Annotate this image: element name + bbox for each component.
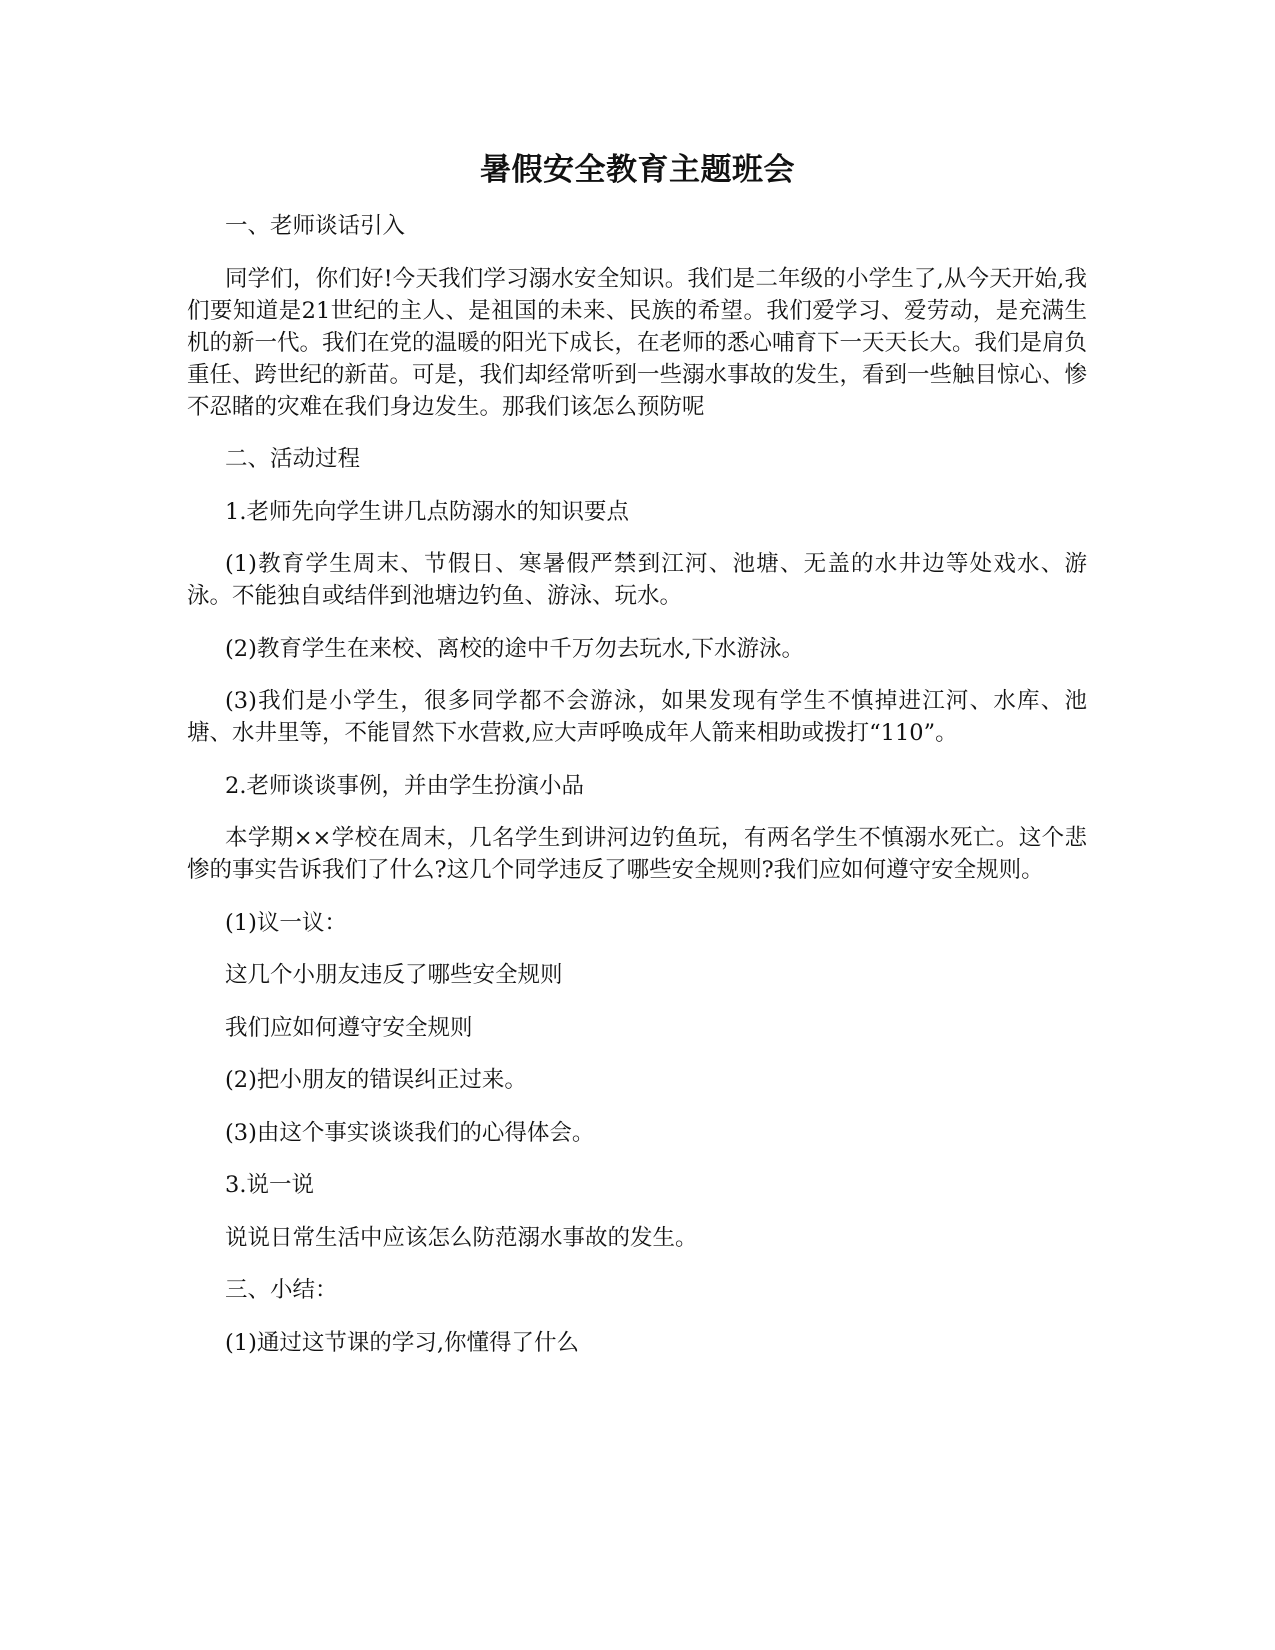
paragraph-say-prompt: 说说日常生活中应该怎么防范溺水事故的发生。 <box>225 1224 698 1251</box>
list-item-correct: (2)把小朋友的错误纠正过来。 <box>225 1067 527 1093</box>
subheading-knowledge-points: 1.老师先向学生讲几点防溺水的知识要点 <box>225 498 629 525</box>
list-item-rule-1: (1)教育学生周末、节假日、寒暑假严禁到江河、池塘、无盖的水井边等处戏水、游泳。不能独自或结伴到池塘边钓鱼、游泳、玩水。 <box>187 551 1087 609</box>
section-heading-summary: 三、小结： <box>225 1277 338 1303</box>
paragraph-case-story: 本学期××学校在周末，几名学生到讲河边钓鱼玩，有两名学生不慎溺水死亡。这个悲惨的事实告诉我们了什么?这几个同学违反了哪些安全规则?我们应如何遵守安全规则。 <box>187 825 1087 883</box>
list-item-rule-3: (3)我们是小学生，很多同学都不会游泳，如果发现有学生不慎掉进江河、水库、池塘、水井里等，不能冒然下水营救,应大声呼唤成年人箭来相助或拨打“110”。 <box>187 688 1087 746</box>
list-item-rule-2: (2)教育学生在来校、离校的途中千万勿去玩水,下水游泳。 <box>225 635 805 662</box>
document-title: 暑假安全教育主题班会 <box>480 152 795 188</box>
subheading-case-study: 2.老师谈谈事例，并由学生扮演小品 <box>225 772 584 799</box>
list-item-reflect: (3)由这个事实谈谈我们的心得体会。 <box>225 1119 595 1146</box>
section-heading-activity: 二、活动过程 <box>225 446 361 472</box>
paragraph-question-1: 这几个小朋友违反了哪些安全规则 <box>225 962 563 988</box>
section-heading-intro: 一、老师谈话引入 <box>225 213 406 239</box>
paragraph-greeting: 同学们，你们好!今天我们学习溺水安全知识。我们是二年级的小学生了,从今天开始,我们要知道是21世纪的主人、是祖国的未来、民族的希望。我们爱学习、爱劳动，是充满生机的新一代。我们在党的温暖的阳光下成长，在老师的悉心哺育下一天天长大。我们是肩负重任、跨世纪的新苗。可是，我们却经常听到一些溺水事故的发生，看到一些触目惊心、惨不忍睹的灾难在我们身边发生。那我们该怎么预防呢 <box>187 265 1088 420</box>
paragraph-question-2: 我们应如何遵守安全规则 <box>225 1014 473 1041</box>
subheading-say: 3.说一说 <box>225 1172 314 1198</box>
list-item-summary-1: (1)通过这节课的学习,你懂得了什么 <box>225 1329 580 1356</box>
document-body <box>187 210 1087 1379</box>
list-item-discuss: (1)议一议： <box>225 909 347 936</box>
